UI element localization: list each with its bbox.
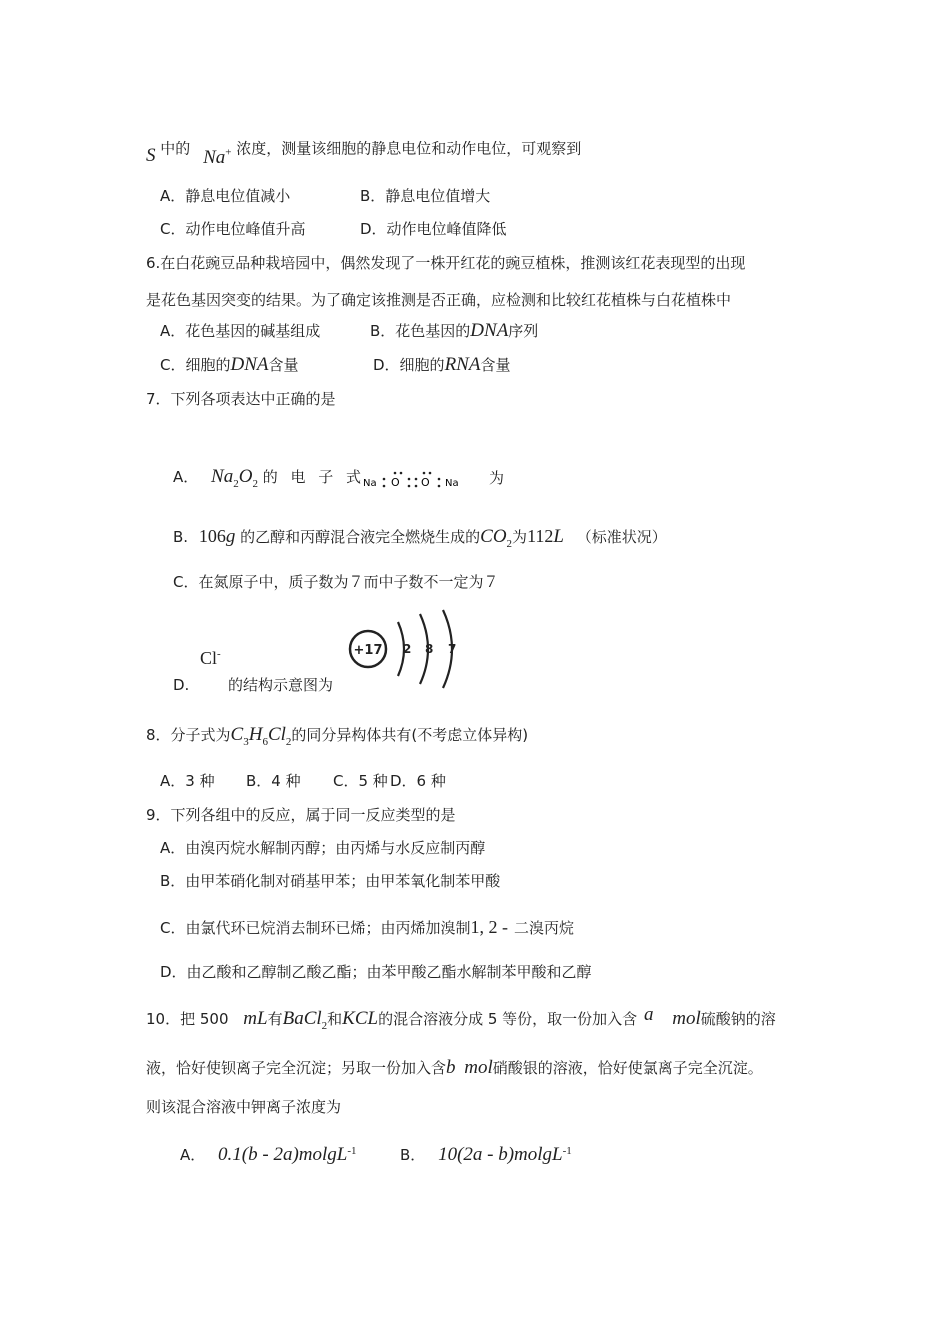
q6-stem-line2: 是花色基因突变的结果。为了确定该推测是否正确，应检测和比较红花植株与白花植株中 — [146, 291, 732, 309]
q6-option-c: C．细胞的DNA含量 — [160, 354, 299, 375]
q8-option-a: A．3 种 — [160, 772, 215, 790]
q7-option-d-text: 的结构示意图为 — [228, 676, 334, 694]
q7-option-c: C．在氮原子中，质子数为７而中子数不一定为７ — [173, 573, 499, 591]
q5-stem: S 中的 Na+ 浓度，测量该细胞的静息电位和动作电位，可观察到 — [146, 139, 582, 169]
bacl2-formula: BaCl$_2$ — [282, 1008, 328, 1032]
dot-na-right: Na — [445, 478, 459, 489]
q6-option-b: B．花色基因的DNA序列 — [370, 320, 539, 341]
q5-option-a: A．静息电位值减小 — [160, 187, 291, 205]
q6-option-a: A．花色基因的碱基组成 — [160, 322, 321, 340]
q8-option-c: C．5 种 — [333, 772, 388, 790]
shell-electrons-2: 8 — [425, 642, 434, 656]
q7-option-d-label: D. — [173, 676, 190, 694]
q6-option-d: D．细胞的RNA含量 — [373, 354, 511, 375]
q9-option-d: D．由乙酸和乙醇制乙酸乙酯；由苯甲酸乙酯水解制苯甲酸和乙醇 — [160, 963, 592, 981]
q9-option-a: A．由溴丙烷水解制丙醇；由丙烯与水反应制丙醇 — [160, 839, 486, 857]
electron-formula-image — [360, 468, 470, 494]
q10-stem-line2: 液，恰好使钡离子完全沉淀；另取一份加入含b mol硝酸银的溶液，恰好使氯离子完全沉淀。 — [146, 1057, 763, 1078]
na2o2-formula: $Na_2O_2$ — [211, 466, 258, 490]
q10-stem-line3: 则该混合溶液中钾离子浓度为 — [146, 1098, 342, 1116]
q10-stem-line1: 10．把 500 mL有BaCl$_2$和KCL的混合溶液分成 5 等份，取一份加入含 a mol硫酸钠的溶 — [146, 1004, 776, 1032]
q8-option-b: B．4 种 — [246, 772, 301, 790]
c3h6cl2-formula: $C_3H_6Cl_2$ — [230, 724, 292, 748]
q7-stem: 7．下列各项表达中正确的是 — [146, 390, 336, 408]
dot-na-left: Na — [363, 478, 377, 489]
q8-stem: 8．分子式为$C_3H_6Cl_2$的同分异构体共有(不考虑立体异构) — [146, 724, 529, 748]
q5-option-c: C．动作电位峰值升高 — [160, 220, 306, 238]
dot-o-2: O — [421, 476, 430, 489]
q10-option-a: A． 0.1(b - 2a)molgL$^{-1}$ — [180, 1144, 357, 1165]
shell-electrons-3: 7 — [448, 642, 457, 656]
q6-stem-line1: 6.在白花豌豆品种栽培园中，偶然发现了一株开红花的豌豆植株，推测该红花表现型的出现 — [146, 254, 746, 272]
q7-option-a: A． $Na_2O_2$ 的 电 子 式 — [173, 466, 366, 490]
shell-electrons-1: 2 — [403, 642, 412, 656]
nucleus-charge: +17 — [353, 643, 383, 658]
na-ion: Na+ — [203, 147, 232, 169]
q5-option-b: B．静息电位值增大 — [360, 187, 491, 205]
q8-option-d: D．6 种 — [390, 772, 446, 790]
dot-o-1: O — [391, 476, 400, 489]
q5-option-d: D．动作电位峰值降低 — [360, 220, 507, 238]
q7-option-b: B. 106g 的乙醇和丙醇混合液完全燃烧生成的$CO_2$为112L （标准状况） — [173, 526, 667, 550]
q9-option-b: B．由甲苯硝化制对硝基甲苯；由甲苯氧化制苯甲酸 — [160, 872, 501, 890]
q9-option-c: C．由氯代环已烷消去制环已烯；由丙烯加溴制1, 2 - 二溴丙烷 — [160, 917, 574, 937]
q9-stem: 9．下列各组中的反应，属于同一反应类型的是 — [146, 806, 456, 824]
q10-option-b: B． 10(2a - b)molgL$^{-1}$ — [400, 1144, 572, 1165]
cl-atom-structure-diagram — [340, 608, 470, 690]
cl-ion: Cl- — [200, 648, 221, 668]
co2-formula: $CO_2$ — [480, 526, 513, 550]
q7-option-a-end: 为 — [489, 469, 505, 487]
